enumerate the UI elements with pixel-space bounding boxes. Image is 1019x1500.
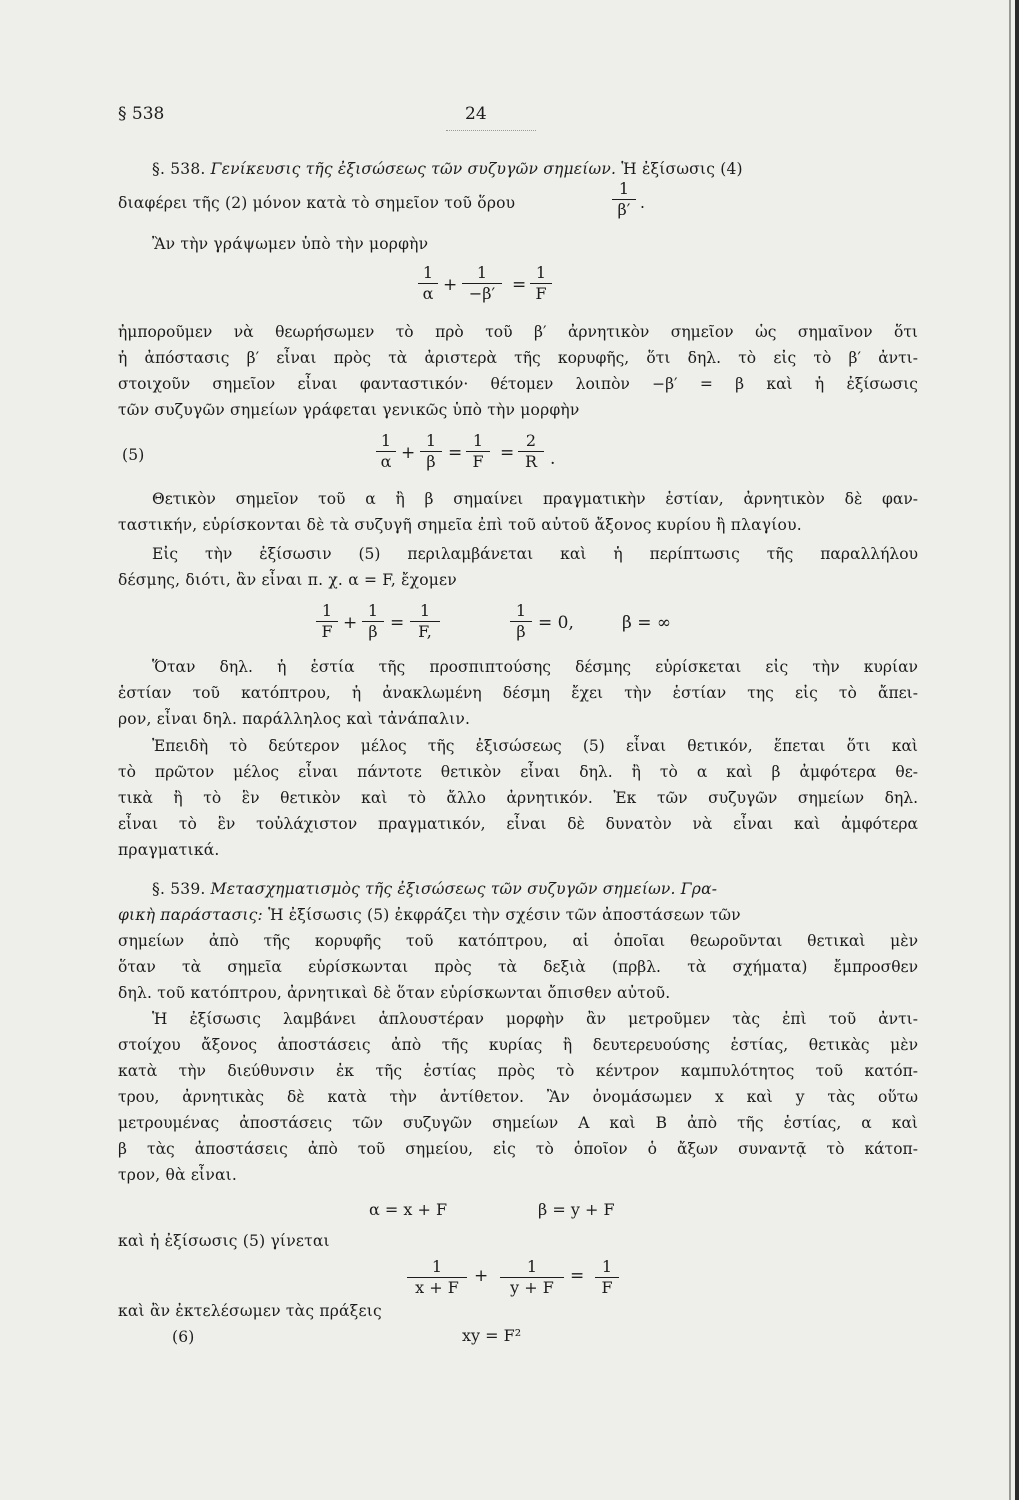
sec538-p5-line1: Ἐπειδὴ τὸ δεύτερον μέλος τῆς ἐξισώσεως (5) εἶναι θετικόν, ἕπεται ὅτι καὶ bbox=[152, 737, 918, 755]
sec539-p2-line2: στοίχου ἄξονος ἀποστάσεις ἀπὸ τῆς κυρίας ἢ δευτερευούσης ἑστίας, θετικὰς μὲν bbox=[118, 1036, 918, 1054]
sec538-heading bbox=[152, 160, 743, 178]
sec539-title-cont: φικὴ παράστασις: bbox=[118, 906, 263, 924]
sec538-p5-line4: εἶναι τὸ ἓν τοὐλάχιστον πραγματικόν, εἶναι δὲ δυνατὸν νὰ εἶναι καὶ ἀμφότερα bbox=[118, 815, 918, 833]
sec539-p1-line3: δηλ. τοῦ κατόπτρου, ἀρνητικαὶ δὲ ὅταν εὑρίσκωνται ὄπισθεν αὐτοῦ. bbox=[118, 984, 671, 1002]
sec538-p1-line4: τῶν συζυγῶν σημείων γράφεται γενικῶς ὑπὸ τὴν μορφὴν bbox=[118, 401, 580, 419]
sec539-p2-line5: μετρουμένας ἀποστάσεις τῶν συζυγῶν σημείων A καὶ B ἀπὸ τῆς ἑστίας, α καὶ bbox=[118, 1114, 918, 1132]
fraction-one-over-beta-prime: 1 β′ bbox=[612, 180, 636, 219]
sec538-p1-line2: ἡ ἀπόστασις β′ εἶναι πρὸς τὰ ἀριστερὰ τῆς κορυφῆς, ὅτι δηλ. τὸ εἰς τὸ β′ ἀντι- bbox=[118, 349, 918, 367]
sec538-line2-end: . bbox=[640, 194, 646, 212]
book-page: § 538 24 §. 538. Γενίκευσις τῆς ἐξισώσεως τῶν συζυγῶν σημείων. Ἡ ἐξίσωσις (4) διαφέρει τῆς (2) μόνον κατὰ τὸ σημεῖον τοῦ ὅρου 1 β′ . Ἂν τὴν γράψωμεν ὑπὸ τὴν μορφὴν 1 α + 1 −β′ = 1 F ἠμποροῦμεν νὰ θεωρήσωμεν τὸ πρὸ τοῦ β′ ἀρνητικὸν σημεῖον ὡς σημαῖνον ὅτι ἡ ἀπόστασις β′ εἶναι πρὸς τὰ ἀριστερὰ τῆς κορυφῆς, ὅτι δηλ. τὸ εἰς τὸ β′ ἀντι- στοιχοῦν σημεῖον εἶναι φανταστικόν· θέτομεν λοιπὸν −β′ = β καὶ ἡ ἐξίσωσις τῶν συζυγῶν σημείων γράφεται γενικῶς ὑπὸ τὴν μορφὴν (5) 1 α + 1 β = 1 F = 2 R . Θετικὸν σημεῖον τοῦ α ἢ β σημαίνει πραγματικὴν ἑστίαν, ἀρνητικὸν δὲ φαν- ταστικήν, εὑρίσκονται δὲ τὰ συζυγῆ σημεῖα ἐπὶ τοῦ αὐτοῦ ἄξονος κυρίου ἢ πλαγίου. Εἰς τὴν ἐξίσωσιν (5) περιλαμβάνεται καὶ ἡ περίπτωσις τῆς παραλλήλου δέσμης, διότι, ἂν εἶναι π. χ. α = F, ἔχομεν 1 F + 1 β = 1 F, 1 β = 0, β = ∞ Ὅταν δηλ. ἡ ἑστία τῆς προσπιπτούσης δέσμης εὑρίσκεται εἰς τὴν κυρίαν ἑστίαν τοῦ κατόπτρου, ἡ ἀνακλωμένη δέσμη ἔχει τὴν ἑστίαν της εἰς τὸ ἄπει- ρον, εἶναι δηλ. παράλληλος καὶ τἀνάπαλιν. Ἐπειδὴ τὸ δεύτερον μέλος τῆς ἐξισώσεως (5) εἶναι θετικόν, ἕπεται ὅτι καὶ τὸ πρῶτον μέλος εἶναι πάντοτε θετικὸν εἶναι δηλ. ἢ τὸ α καὶ β ἀμφότερα θε- τικὰ ἢ τὸ ἓν θετικὸν καὶ τὸ ἄλλο ἀρνητικόν. Ἐκ τῶν συζυγῶν σημείων δηλ. εἶναι τὸ ἓν τοὐλάχιστον πραγματικόν, εἶναι δὲ δυνατὸν νὰ εἶναι καὶ ἀμφότερα πραγματικά. §. 539. Μετασχηματισμὸς τῆς ἐξισώσεως τῶν συζυγῶν σημείων. Γρα- φικὴ παράστασις: Ἡ ἐξίσωσις (5) ἐκφράζει τὴν σχέσιν τῶν ἀποστάσεων τῶν σημείων ἀπὸ τῆς κορυφῆς τοῦ κατόπτρου, αἱ ὁποῖαι θεωροῦνται θετικαὶ μὲν ὅταν τὰ σημεῖα εὑρίσκωνται πρὸς τὰ δεξιὰ (πρβλ. τὰ σχήματα) ἔμπροσθεν δηλ. τοῦ κατόπτρου, ἀρνητικαὶ δὲ ὅταν εὑρίσκωνται ὄπισθεν αὐτοῦ. Ἡ ἐξίσωσις λαμβάνει ἁπλουστέραν μορφὴν ἂν μετροῦμεν τὰς ἐπὶ τοῦ ἀντι- στοίχου ἄξονος ἀποστάσεις ἀπὸ τῆς κυρίας ἢ δευτερευούσης ἑστίας, θετικὰς μὲν κατὰ τὴν διεύθυνσιν ἐκ τῆς ἑστίας πρὸς τὸ κέντρον καμπυλότητος τοῦ κατόπ- τρου, ἀρνητικὰς δὲ κατὰ τὴν ἀντίθετον. Ἂν ὀνομάσωμεν x καὶ y τὰς οὕτω μετρουμένας ἀποστάσεις τῶν συζυγῶν σημείων A καὶ B ἀπὸ τῆς ἑστίας, α καὶ β τὰς ἀποστάσεις ἀπὸ τοῦ σημείου, εἰς τὸ ὁποῖον ὁ ἄξων συναντᾷ τὸ κάτοπ- τρον, θὰ εἶναι. α = x + F β = y + F καὶ ἡ ἐξίσωσις (5) γίνεται 1 x + F + 1 y + F = 1 F καὶ ἂν ἐκτελέσωμεν τὰς πράξεις (6) xy = F² bbox=[118, 104, 918, 1346]
sec539-l1-tail: Ἡ ἐξίσωσις (5) ἐκφράζει τὴν σχέσιν τῶν ἀποστάσεων τῶν bbox=[268, 906, 741, 924]
page-number: 24 bbox=[465, 104, 487, 124]
sec538-p4-line1: Ὅταν δηλ. ἡ ἑστία τῆς προσπιπτούσης δέσμης εὑρίσκεται εἰς τὴν κυρίαν bbox=[152, 658, 918, 676]
sec538-p5-line2: τὸ πρῶτον μέλος εἶναι πάντοτε θετικὸν εἶναι δηλ. ἢ τὸ α καὶ β ἀμφότερα θε- bbox=[118, 763, 918, 781]
equation-beta-substitution: β = y + F bbox=[538, 1200, 615, 1219]
header-underline bbox=[446, 130, 536, 131]
sec538-p5-line5: πραγματικά. bbox=[118, 841, 220, 859]
equation-alpha-substitution: α = x + F bbox=[369, 1200, 448, 1219]
sec538-line3: Ἂν τὴν γράψωμεν ὑπὸ τὴν μορφὴν bbox=[152, 235, 429, 253]
equation-5-label: (5) bbox=[122, 446, 145, 464]
section-marker: § 538 bbox=[118, 104, 165, 124]
sec538-p1-line1: ἠμποροῦμεν νὰ θεωρήσωμεν τὸ πρὸ τοῦ β′ ἀρνητικὸν σημεῖον ὡς σημαῖνον ὅτι bbox=[118, 323, 918, 341]
sec538-l1-tail: Ἡ ἐξίσωσις (4) bbox=[621, 160, 743, 178]
sec539-perform-line: καὶ ἂν ἐκτελέσωμεν τὰς πράξεις bbox=[118, 1302, 382, 1320]
sec539-p1-line2: ὅταν τὰ σημεῖα εὑρίσκωνται πρὸς τὰ δεξιὰ (πρβλ. τὰ σχήματα) ἔμπροσθεν bbox=[118, 958, 918, 976]
sec539-p2-line6: β τὰς ἀποστάσεις ἀπὸ τοῦ σημείου, εἰς τὸ ὁποῖον ὁ ἄξων συναντᾷ τὸ κάτοπ- bbox=[118, 1140, 918, 1158]
sec539-number: §. 539. bbox=[152, 880, 206, 898]
sec538-title: Γενίκευσις τῆς ἐξισώσεως τῶν συζυγῶν σημείων. bbox=[210, 160, 617, 178]
sec538-number: §. 538. bbox=[152, 160, 206, 178]
sec538-line2: διαφέρει τῆς (2) μόνον κατὰ τὸ σημεῖον τοῦ ὅρου bbox=[118, 194, 516, 212]
sec538-p3-line1: Εἰς τὴν ἐξίσωσιν (5) περιλαμβάνεται καὶ ἡ περίπτωσις τῆς παραλλήλου bbox=[152, 545, 918, 563]
equation-6: xy = F² bbox=[462, 1326, 522, 1345]
sec539-p2-line4: τρου, ἀρνητικὰς δὲ κατὰ τὴν ἀντίθετον. Ἂν ὀνομάσωμεν x καὶ y τὰς οὕτω bbox=[118, 1088, 918, 1106]
sec539-p1-line1: σημείων ἀπὸ τῆς κορυφῆς τοῦ κατόπτρου, αἱ ὁποῖαι θεωροῦνται θετικαὶ μὲν bbox=[118, 932, 918, 950]
sec538-p4-line2: ἑστίαν τοῦ κατόπτρου, ἡ ἀνακλωμένη δέσμη ἔχει τὴν ἑστίαν της εἰς τὸ ἄπει- bbox=[118, 684, 918, 702]
sec539-becomes-line: καὶ ἡ ἐξίσωσις (5) γίνεται bbox=[118, 1232, 330, 1250]
sec539-title: Μετασχηματισμὸς τῆς ἐξισώσεως τῶν συζυγῶν σημείων. Γρα- bbox=[210, 880, 718, 898]
sec538-p5-line3: τικὰ ἢ τὸ ἓν θετικὸν καὶ τὸ ἄλλο ἀρνητικόν. Ἐκ τῶν συζυγῶν σημείων δηλ. bbox=[118, 789, 918, 807]
sec539-p2-line7: τρον, θὰ εἶναι. bbox=[118, 1166, 238, 1184]
sec538-p2-line2: ταστικήν, εὑρίσκονται δὲ τὰ συζυγῆ σημεῖα ἐπὶ τοῦ αὐτοῦ ἄξονος κυρίου ἢ πλαγίου. bbox=[118, 516, 802, 534]
sec538-p2-line1: Θετικὸν σημεῖον τοῦ α ἢ β σημαίνει πραγματικὴν ἑστίαν, ἀρνητικὸν δὲ φαν- bbox=[152, 490, 918, 508]
equation-6-label: (6) bbox=[172, 1328, 195, 1346]
sec539-p2-line1: Ἡ ἐξίσωσις λαμβάνει ἁπλουστέραν μορφὴν ἂν μετροῦμεν τὰς ἐπὶ τοῦ ἀντι- bbox=[152, 1010, 918, 1028]
sec538-p3-line2: δέσμης, διότι, ἂν εἶναι π. χ. α = F, ἔχομεν bbox=[118, 571, 457, 589]
sec539-heading bbox=[152, 880, 717, 898]
sec538-p1-line3: στοιχοῦν σημεῖον εἶναι φανταστικόν· θέτομεν λοιπὸν −β′ = β καὶ ἡ ἐξίσωσις bbox=[118, 375, 918, 393]
sec539-line2 bbox=[118, 906, 741, 924]
sec538-p4-line3: ρον, εἶναι δηλ. παράλληλος καὶ τἀνάπαλιν. bbox=[118, 710, 471, 728]
sec539-p2-line3: κατὰ τὴν διεύθυνσιν ἐκ τῆς ἑστίας πρὸς τὸ κέντρον καμπυλότητος τοῦ κατόπ- bbox=[118, 1062, 918, 1080]
